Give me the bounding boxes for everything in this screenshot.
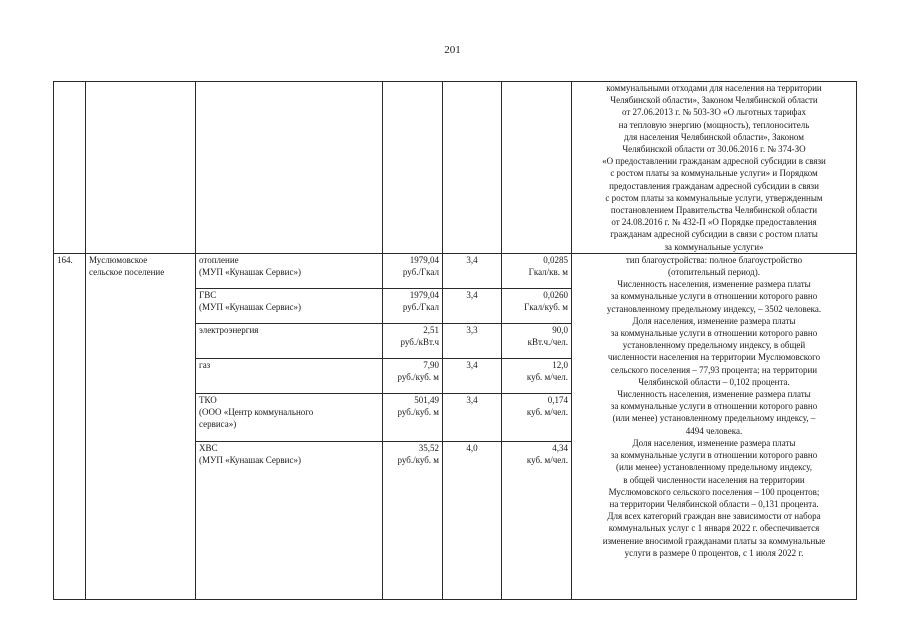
service-name: электроэнергия	[196, 323, 383, 358]
row-number: 164.	[54, 253, 86, 599]
table-row	[54, 253, 857, 288]
tariff-table	[53, 81, 857, 600]
index-cell: 4,0	[443, 441, 502, 599]
norm-cell: 0,0260 Гкал/куб. м	[502, 288, 572, 323]
norm-cell: 90,0 кВт.ч./чел.	[502, 323, 572, 358]
service-name: отопление (МУП «Кунашак Сервис»)	[196, 253, 383, 288]
tariff-cell: 2,51 руб./кВт.ч	[383, 323, 443, 358]
norm-cell: 12,0 куб. м/чел.	[502, 358, 572, 393]
index-cell: 3,4	[443, 358, 502, 393]
tariff-cell: 35,52 руб./куб. м	[383, 441, 443, 599]
index-cell: 3,4	[443, 393, 502, 441]
index-cell: 3,3	[443, 323, 502, 358]
tariff-cell: 1979,04 руб./Гкал	[383, 253, 443, 288]
norm-cell: 4,34 куб. м/чел.	[502, 441, 572, 599]
settlement-name: Муслюмовское сельское поселение	[86, 253, 196, 599]
page-number: 201	[444, 44, 461, 56]
service-name: газ	[196, 358, 383, 393]
service-name: ТКО (ООО «Центр коммунального сервиса»)	[196, 393, 383, 441]
description-cell: тип благоустройства: полное благоустройство (отопительный период). Численность населения, изменение размера платы за коммунальные услуги в отношении которого равно установленному предельному индексу, – 3502 человека. Доля населения, изменение размера платы за коммунальные услуги в отношении которого равно установленному предельному индексу, в общей численности населения на территории Муслюмовского сельского поселения – 77,93 процента; на территории Челябинской области – 0,102 процента. Численность населения, изменение размера платы за коммунальные услуги в отношении которого равно (или менее) установленному предельному индексу, – 4494 человека. Доля населения, изменение размера платы за коммунальные услуги в отношении которого равно (или менее) установленному предельному индексу, в общей численности населения на территории Муслюмовского сельского поселения – 100 процентов; на территории Челябинской области – 0,131 процента. Для всех категорий граждан вне зависимости от набора коммунальных услуг с 1 января 2022 г. обеспечивается изменение вносимой гражданами платы за коммунальные услуги в размере 0 процентов, с 1 июля 2022 г.	[572, 253, 857, 599]
norm-cell: 0,174 куб. м/чел.	[502, 393, 572, 441]
table-row-continued	[54, 82, 857, 254]
index-cell: 3,4	[443, 253, 502, 288]
service-name: ГВС (МУП «Кунашак Сервис»)	[196, 288, 383, 323]
norm-cell: 0,0285 Гкал/кв. м	[502, 253, 572, 288]
service-name: ХВС (МУП «Кунашак Сервис»)	[196, 441, 383, 599]
tariff-cell: 501,49 руб./куб. м	[383, 393, 443, 441]
tariff-cell: 1979,04 руб./Гкал	[383, 288, 443, 323]
tariff-cell: 7,90 руб./куб. м	[383, 358, 443, 393]
description-cell: коммунальными отходами для населения на территории Челябинской области», Законом Челябинской области от 27.06.2013 г. № 503-ЗО «О льготных тарифах на тепловую энергию (мощность), теплоноситель для населения Челябинской области», Законом Челябинской области от 30.06.2016 г. № 374-ЗО «О предоставлении гражданам адресной субсидии в связи с ростом платы за коммунальные услуги» и Порядком предоставления гражданам адресной субсидии в связи с ростом платы за коммунальные услуги, утвержденным постановлением Правительства Челябинской области от 24.08.2016 г. № 432-П «О Порядке предоставления гражданам адресной субсидии в связи с ростом платы за коммунальные услуги»	[572, 82, 857, 254]
index-cell: 3,4	[443, 288, 502, 323]
